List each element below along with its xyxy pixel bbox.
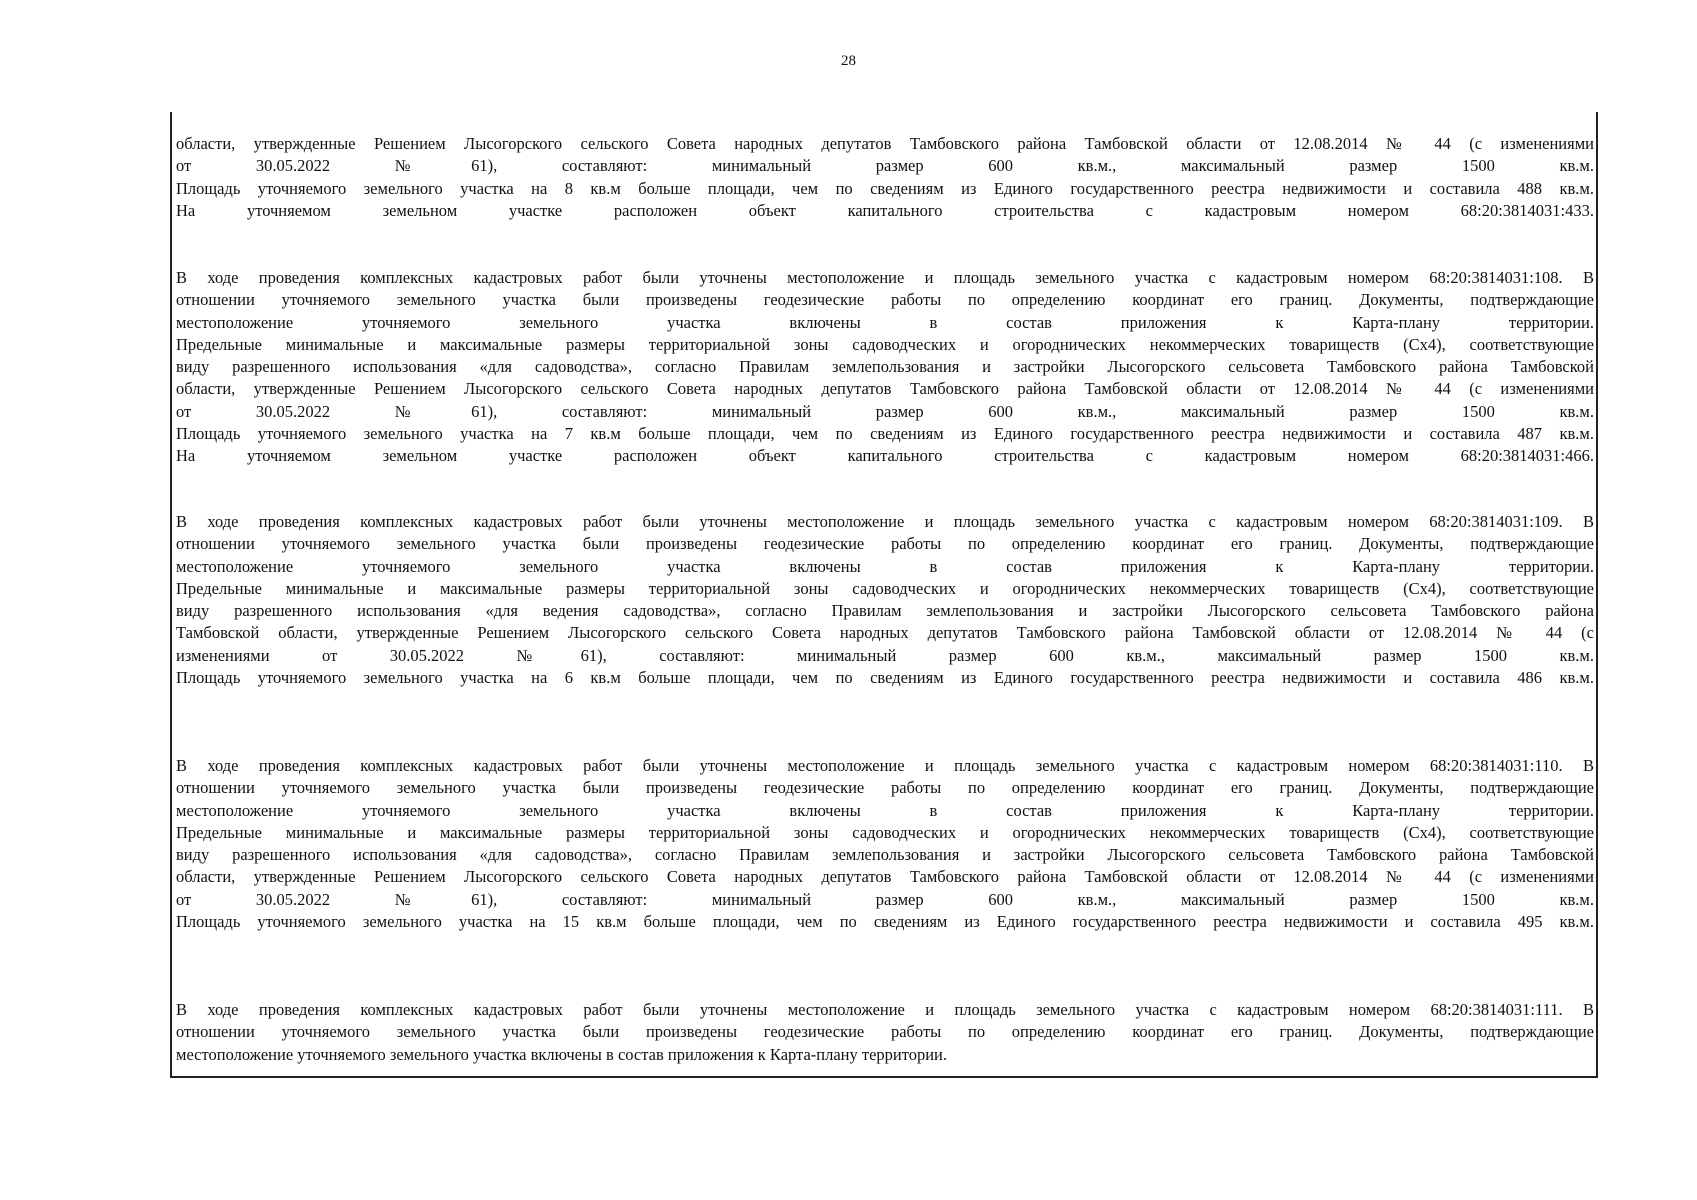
text-line: от 30.05.2022 №61), составляют: минимальный размер 600 кв.м., максимальный размер 1500 кв.м.: [176, 401, 1594, 421]
text-line: Предельные минимальные и максимальные размеры территориальной зоны садоводческих и огороднических некоммерческих товариществ (Сх4), соответствующие: [176, 578, 1594, 598]
text-line: Площадь уточняемого земельного участка на 6 кв.м больше площади, чем по сведениям из Единого государственного реестра недвижимости и составила 486 кв.м.: [176, 668, 1594, 688]
text-line: от 30.05.2022 №61), составляют: минимальный размер 600 кв.м., максимальный размер 1500 кв.м.: [176, 889, 1594, 909]
parcel-paragraph-109: [176, 511, 1594, 689]
text-line: отношении уточняемого земельного участка были произведены геодезические работы по определению координат его границ. Документы, подтверждающие: [176, 778, 1594, 798]
text-line: На уточняемом земельном участке расположен объект капитального строительства с кадастровым номером 68:20:3814031:466.: [176, 446, 1594, 466]
text-line: Предельные минимальные и максимальные размеры территориальной зоны садоводческих и огороднических некоммерческих товариществ (Сх4), соответствующие: [176, 822, 1594, 842]
parcel-paragraph-111: [176, 999, 1594, 1066]
text-line: от 30.05.2022 №61), составляют: минимальный размер 600 кв.м., максимальный размер 1500 кв.м.: [176, 156, 1594, 176]
text-line: виду разрешенного использования «для ведения садоводства», согласно Правилам землепользования и застройки Лысогорского сельсовета Тамбовского района: [176, 601, 1594, 621]
text-line: отношении уточняемого земельного участка были произведены геодезические работы по определению координат его границ. Документы, подтверждающие: [176, 290, 1594, 310]
text-line: местоположение уточняемого земельного участка включены в состав приложения к Карта-плану территории.: [176, 312, 1594, 332]
parcel-paragraph-110: [176, 755, 1594, 933]
text-line: Предельные минимальные и максимальные размеры территориальной зоны садоводческих и огороднических некоммерческих товариществ (Сх4), соответствующие: [176, 334, 1594, 354]
text-line: отношении уточняемого земельного участка были произведены геодезические работы по определению координат его границ. Документы, подтверждающие: [176, 1022, 1594, 1042]
text-line: области, утвержденные Решением Лысогорского сельского Совета народных депутатов Тамбовского района Тамбовской области от 12.08.2014 № 44 (с изменениями: [176, 867, 1594, 887]
text-line: местоположение уточняемого земельного участка включены в состав приложения к Карта-плану территории.: [176, 1044, 948, 1064]
text-line: местоположение уточняемого земельного участка включены в состав приложения к Карта-плану территории.: [176, 800, 1594, 820]
text-line: области, утвержденные Решением Лысогорского сельского Совета народных депутатов Тамбовского района Тамбовской области от 12.08.2014 № 44 (с изменениями: [176, 134, 1594, 153]
text-line: отношении уточняемого земельного участка были произведены геодезические работы по определению координат его границ. Документы, подтверждающие: [176, 534, 1594, 554]
text-line: Тамбовской области, утвержденные Решением Лысогорского сельского Совета народных депутатов Тамбовского района Тамбовской области от 12.08.2014 № 44 (с: [176, 623, 1594, 643]
text-line: местоположение уточняемого земельного участка включены в состав приложения к Карта-плану территории.: [176, 556, 1594, 576]
text-line: виду разрешенного использования «для садоводства», согласно Правилам землепользования и застройки Лысогорского сельсовета Тамбовского района Тамбовской: [176, 357, 1594, 377]
text-line: Площадь уточняемого земельного участка на 8 кв.м больше площади, чем по сведениям из Единого государственного реестра недвижимости и составила 488 кв.м.: [176, 178, 1594, 198]
document-frame: [170, 112, 1598, 1078]
parcel-paragraph-108: [176, 267, 1594, 468]
text-line: В ходе проведения комплексных кадастровых работ были уточнены местоположение и площадь земельного участка с кадастровым номером 68:20:3814031:110. В: [176, 756, 1594, 775]
parcel-paragraph-433: [176, 133, 1594, 222]
page-number: 28: [841, 53, 856, 69]
text-line: В ходе проведения комплексных кадастровых работ были уточнены местоположение и площадь земельного участка с кадастровым номером 68:20:3814031:108. В: [176, 268, 1594, 287]
text-line: Площадь уточняемого земельного участка на 15 кв.м больше площади, чем по сведениям из Единого государственного реестра недвижимости и составила 495 кв.м.: [176, 912, 1594, 932]
text-line: изменениями от 30.05.2022 №61), составляют: минимальный размер 600 кв.м., максимальный размер 1500 кв.м.: [176, 645, 1594, 665]
text-line: В ходе проведения комплексных кадастровых работ были уточнены местоположение и площадь земельного участка с кадастровым номером 68:20:3814031:109. В: [176, 512, 1594, 531]
text-line: области, утвержденные Решением Лысогорского сельского Совета народных депутатов Тамбовского района Тамбовской области от 12.08.2014 № 44 (с изменениями: [176, 379, 1594, 399]
text-line: Площадь уточняемого земельного участка на 7 кв.м больше площади, чем по сведениям из Единого государственного реестра недвижимости и составила 487 кв.м.: [176, 424, 1594, 444]
text-line: На уточняемом земельном участке расположен объект капитального строительства с кадастровым номером 68:20:3814031:433.: [176, 200, 1594, 220]
text-line: В ходе проведения комплексных кадастровых работ были уточнены местоположение и площадь земельного участка с кадастровым номером 68:20:3814031:111. В: [176, 1000, 1594, 1019]
text-line: виду разрешенного использования «для садоводства», согласно Правилам землепользования и застройки Лысогорского сельсовета Тамбовского района Тамбовской: [176, 845, 1594, 865]
